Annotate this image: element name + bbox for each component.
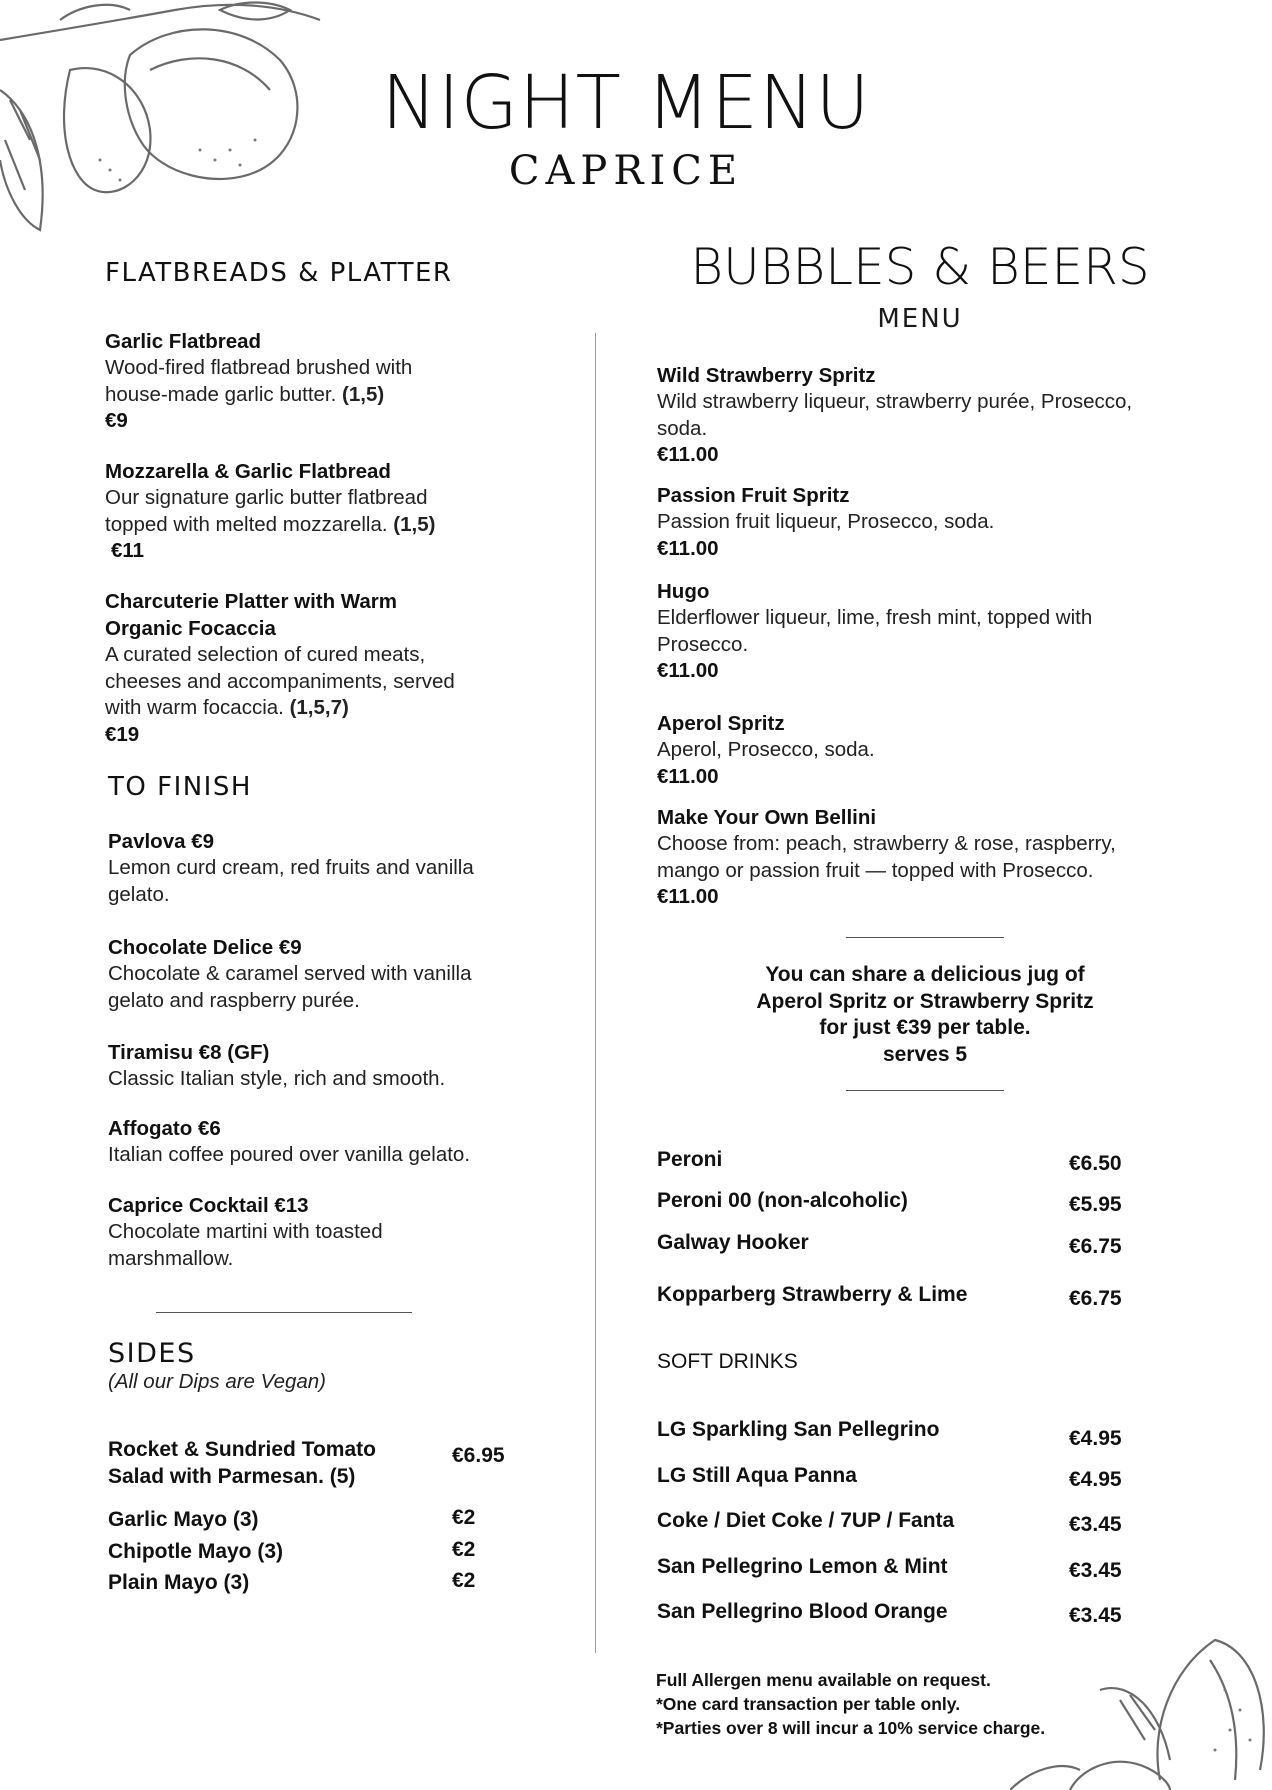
brand-name: CAPRICE [508, 148, 744, 194]
item-price: €19 [105, 722, 140, 746]
menu-item [657, 482, 1177, 562]
item-description: Italian coffee poured over vanilla gelato. [108, 1143, 471, 1166]
item-price: €11.00 [657, 443, 719, 466]
beer-price: €6.50 [1069, 1152, 1122, 1175]
item-name: Aperol Spritz [657, 712, 785, 735]
menu-item [108, 934, 548, 1014]
item-price: €11 [111, 539, 145, 562]
item-name: Caprice Cocktail €13 [108, 1194, 309, 1217]
item-price: €11.00 [657, 764, 719, 788]
item-name: Garlic Flatbread [105, 330, 262, 353]
soft-drinks-heading: SOFT DRINKS [657, 1350, 798, 1373]
soft-drink-price: €3.45 [1069, 1513, 1122, 1536]
item-name: Passion Fruit Spritz [657, 484, 850, 507]
bubbles-subheading: MENU [877, 304, 963, 334]
item-description: Choose from: peach, strawberry & rose, raspberry, mango or passion fruit — topped with Prosecco. [657, 832, 1116, 882]
item-name: Mozzarella & Garlic Flatbread [105, 460, 391, 483]
soft-drink-price: €3.45 [1069, 1604, 1122, 1627]
sides-heading: SIDES [108, 1338, 196, 1369]
side-item-name: Chipotle Mayo (3) [108, 1540, 284, 1563]
item-description: Wood-fired flatbread brushed with house-made garlic butter. (1,5) [105, 356, 413, 406]
jug-offer-line: Aperol Spritz or Strawberry Spritz [756, 989, 1094, 1013]
menu-item [657, 578, 1177, 684]
item-price: €9 [105, 409, 128, 432]
item-description: Chocolate & caramel served with vanilla gelato and raspberry purée. [108, 962, 472, 1012]
item-price: €11.00 [657, 885, 719, 908]
item-description: Elderflower liqueur, lime, fresh mint, topped with Prosecco. [657, 606, 1093, 656]
item-description: Chocolate martini with toasted marshmallow. [108, 1220, 383, 1270]
to-finish-heading: TO FINISH [108, 772, 252, 802]
menu-item [657, 710, 1177, 790]
side-item-name: Garlic Mayo (3) [108, 1508, 259, 1531]
item-description: Our signature garlic butter flatbread topped with melted mozzarella. (1,5) [105, 486, 436, 536]
side-item-name: Rocket & Sundried Tomato Salad with Parmesan. (5) [108, 1438, 376, 1488]
side-item-price: €2 [452, 1538, 476, 1561]
menu-item [657, 362, 1177, 468]
bubbles-heading: BUBBLES & BEERS [690, 238, 1150, 296]
item-description: Passion fruit liqueur, Prosecco, soda. [657, 510, 995, 533]
jug-offer-line: for just €39 per table. [819, 1016, 1031, 1039]
item-description: Lemon curd cream, red fruits and vanilla gelato. [108, 856, 474, 906]
item-name: Chocolate Delice €9 [108, 936, 302, 959]
page-title: NIGHT MENU [381, 60, 871, 146]
menu-item [105, 328, 545, 434]
beer-name: Peroni [657, 1148, 723, 1171]
footer-line: Full Allergen menu available on request. [656, 1670, 991, 1690]
item-name: Pavlova €9 [108, 830, 214, 853]
side-item-price: €2 [452, 1506, 476, 1529]
menu-item [108, 1115, 548, 1169]
soft-drink-price: €4.95 [1069, 1468, 1122, 1491]
beer-name: Peroni 00 (non-alcoholic) [657, 1189, 908, 1212]
beer-name: Galway Hooker [657, 1231, 809, 1254]
beer-price: €6.75 [1069, 1235, 1122, 1258]
menu-item [108, 1039, 548, 1093]
jug-offer-line: serves 5 [882, 1042, 968, 1066]
beer-price: €6.75 [1069, 1287, 1122, 1310]
jug-offer-line: You can share a delicious jug of [765, 963, 1085, 986]
menu-item [108, 1192, 548, 1272]
menu-item [105, 588, 545, 748]
item-name: Wild Strawberry Spritz [657, 364, 876, 387]
footer-notes [656, 1668, 1045, 1740]
soft-drink-price: €4.95 [1069, 1427, 1122, 1450]
soft-drink-name: San Pellegrino Lemon & Mint [657, 1555, 948, 1578]
item-price: €11.00 [657, 659, 719, 682]
item-name: Tiramisu €8 (GF) [108, 1041, 270, 1064]
soft-drink-name: Coke / Diet Coke / 7UP / Fanta [657, 1509, 955, 1532]
side-item-name: Plain Mayo (3) [108, 1571, 250, 1594]
soft-drink-name: San Pellegrino Blood Orange [657, 1600, 948, 1623]
item-description: Classic Italian style, rich and smooth. [108, 1067, 446, 1090]
beer-name: Kopparberg Strawberry & Lime [657, 1283, 968, 1306]
footer-line: *Parties over 8 will incur a 10% service charge. [656, 1718, 1046, 1738]
jug-offer [720, 962, 1130, 1068]
soft-drink-name: LG Still Aqua Panna [657, 1464, 857, 1487]
menu-item [657, 804, 1177, 910]
item-name: Hugo [657, 580, 710, 603]
column-divider [595, 333, 596, 1653]
menu-item [108, 828, 548, 908]
sides-note: (All our Dips are Vegan) [108, 1370, 327, 1393]
flatbreads-heading: FLATBREADS & PLATTER [105, 258, 453, 288]
item-description: Aperol, Prosecco, soda. [657, 738, 875, 761]
soft-drink-price: €3.45 [1069, 1559, 1122, 1582]
menu-item [105, 458, 545, 564]
footer-line: *One card transaction per table only. [656, 1694, 961, 1714]
item-name: Make Your Own Bellini [657, 806, 877, 829]
item-description: Wild strawberry liqueur, strawberry purée, Prosecco, soda. [657, 390, 1133, 440]
section-divider [846, 937, 1004, 938]
side-item-price: €2 [452, 1569, 476, 1592]
item-name: Affogato €6 [108, 1117, 221, 1140]
section-divider [156, 1312, 412, 1313]
lemon-illustration-bottom-right [1010, 1630, 1272, 1790]
beer-price: €5.95 [1069, 1193, 1122, 1216]
item-price: €11.00 [657, 536, 719, 560]
item-description: A curated selection of cured meats, cheeses and accompaniments, served with warm focaccia. (1,5,7) [105, 643, 455, 719]
side-item-price: €6.95 [452, 1444, 505, 1467]
section-divider [846, 1090, 1004, 1091]
item-name: Charcuterie Platter with Warm Organic Focaccia [105, 590, 398, 640]
soft-drink-name: LG Sparkling San Pellegrino [657, 1418, 940, 1441]
